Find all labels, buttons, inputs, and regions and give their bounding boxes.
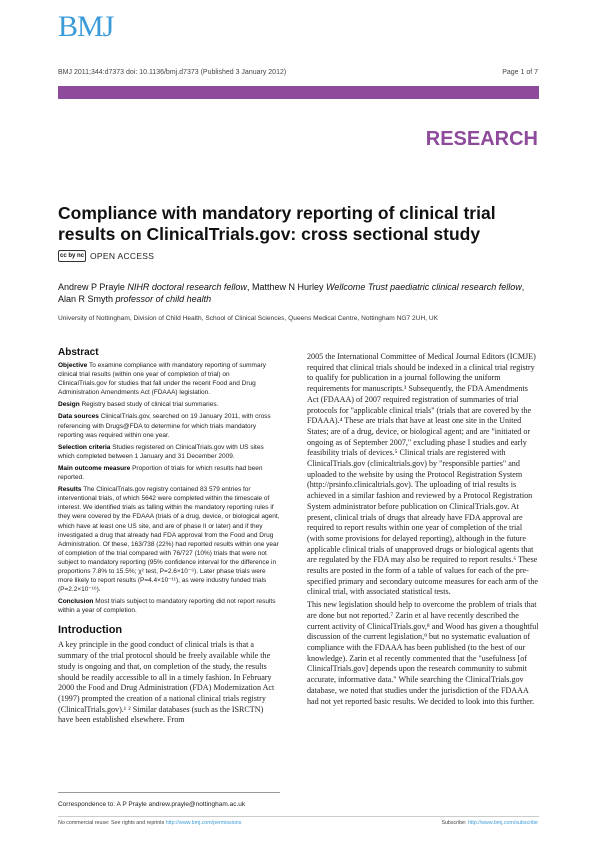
abstract-selection: Selection criteria Studies registered on ClinicalTrials.gov with US sites which completed between 1 January and 31 December 2009. xyxy=(58,443,264,460)
permissions-link[interactable]: http://www.bmj.com/permissions xyxy=(165,820,242,826)
abstract-outcome: Main outcome measure Proportion of trials for which results had been reported. xyxy=(58,464,263,482)
page-number: Page 1 of 7 xyxy=(502,69,538,76)
right-column xyxy=(307,352,539,709)
footer-subscribe: Subscribe: http://www.bmj.com/subscribe xyxy=(441,820,538,826)
author-role: professor of child health xyxy=(115,294,212,304)
citation: BMJ 2011;344:d7373 doi: 10.1136/bmj.d7373 (Published 3 January 2012) xyxy=(58,69,287,76)
abstract-results: Results The ClinicalTrials.gov registry contained 83 579 entries for interventional trials, of which 5642 were completed within the timescale of interest. We identified trials as falling within the mandatory reporting rules if they were covered by the FDAAA (trials of a drug, device, or biological agent, which have at least one US site, and are of phase II or later) and if they investigated a drug that already had FDA approval from the Food and Drug Administration. Of these, 163/738 (22%) had reported results within one year of completion of the trial compared with 76/727 (10%) trials that were not subject to mandatory reporting (95% confidence interval for the difference in proportions 7.8% to 15.5%; χ² test, P=2.6×10⁻⁹). Later phase trials were more likely to report results (P=4.4×10⁻¹¹), as were industry funded trials (P=2.2×10⁻¹⁶). xyxy=(58,486,280,594)
footer-divider xyxy=(58,816,539,817)
affiliation: University of Nottingham, Division of Child Health, School of Clinical Sciences, Queens Medical Centre, Nottingham NG7 2UH, UK xyxy=(58,315,439,322)
author-name: Alan R Smyth xyxy=(58,294,114,304)
intro-paragraph: 2005 the International Committee of Medical Journal Editors (ICMJE) required that clinical trials should be indexed in a clinical trial registry to qualify for publication in a journal following the uniform requirements for manuscripts.³ Subsequently, the FDA Amendments Act (FDAAA) of 2007 required registration of summaries of trial protocols for "applicable clinical trials" (trials that are covered by the FDAAA).⁴ These are trials that have at least one site in the United States; are of a drug, device, or biological agent; and are "initiated or ongoing as of September 2007," excluding phase I studies and early feasibility trials of devices.⁵ Clinical trials are registered with ClinicalTrials.gov (clinicaltrials.gov) by "responsible parties" and uploaded to the website by using the Protocol Registration System (http://prsinfo.clinicaltrials.gov). The uploading of trial results is achieved in a similar fashion and reviewed by a Protocol Registration System administrator before publication on ClinicalTrials.gov. At present, clinical trials of drugs that already have FDA approval are required to report results within one year of completion of the trial (with some provisions for delayed reporting), although in the future applicable clinical trials of unapproved drugs or biological agents that are regulated by the FDA may also be required to report results.⁶ These results are posted in the form of a table of values for each of the pre-specified primary and secondary outcome measures for each arm of the clinical trial, with associated statistical tests. xyxy=(307,352,539,597)
left-column xyxy=(58,347,280,726)
abstract-data-sources: Data sources ClinicalTrials.gov, searched on 19 January 2011, with cross referencing with Drugs@FDA to determine for which trials mandatory reporting was required within one year. xyxy=(58,413,271,439)
abstract-heading: Abstract xyxy=(58,347,99,358)
section-label: RESEARCH xyxy=(425,128,538,150)
abstract-design: Design Registry based study of clinical trial summaries. xyxy=(58,401,219,409)
intro-paragraph: A key principle in the good conduct of clinical trials is that a summary of the trial protocol should be freely available while the study is ongoing and that, on completion of the study, the results should be readily accessible to all in a timely fashion. In February 2000 the Food and Drug Administration (FDA) Modernization Act (1997) prompted the creation of a national clinical trials registry (ClinicalTrials.gov).¹ ² Similar databases (such as the ISRCTN) have been established elsewhere. From xyxy=(58,640,275,725)
header-bar xyxy=(58,86,539,99)
author-name: Matthew N Hurley xyxy=(251,282,324,292)
abstract-objective: Objective To examine compliance with mandatory reporting of summary clinical trial results (within one year of completion of trial) on ClinicalTrials.gov for studies that fall under the recent Food and Drug Administration Amendments Act (FDAAA) legislation. xyxy=(58,362,266,397)
author-role: NIHR doctoral research fellow xyxy=(127,282,247,292)
bmj-logo[interactable]: BMJ xyxy=(58,10,114,43)
footer-reuse: No commercial reuse: See rights and reprints http://www.bmj.com/permissions xyxy=(58,820,242,826)
author-list: Andrew P Prayle NIHR doctoral research fellow, Matthew N Hurley Wellcome Trust paediatric clinical research fellow, Alan R Smyth professor of child health xyxy=(58,282,525,304)
introduction-heading: Introduction xyxy=(58,624,123,637)
cc-license-icon[interactable]: cc by nc xyxy=(58,250,86,262)
subscribe-link[interactable]: http://www.bmj.com/subscribe xyxy=(467,820,538,826)
intro-paragraph: This new legislation should help to overcome the problem of trials that are done but not reported.⁷ Zarin et al have recently described the current activity of ClinicalTrials.gov,⁸ and Wood has given a thoughtful discussion of the current legislation,⁹ but no systematic evaluation of compliance with the FDAAA has been published (to the best of our knowledge). Zarin et al recently commented that the "usefulness [of ClinicalTrials.gov] depends upon the research community to submit accurate, informative data." While searching the ClinicalTrials.gov database, we noted that studies under the jurisdiction of the FDAAA had not yet reported basic results. We decided to look into this further. xyxy=(307,600,539,706)
open-access-label: OPEN ACCESS xyxy=(90,251,155,261)
abstract-conclusion: Conclusion Most trials subject to mandatory reporting did not report results within a year of completion. xyxy=(58,598,276,615)
author-role: Wellcome Trust paediatric clinical research fellow xyxy=(326,282,522,292)
author-name: Andrew P Prayle xyxy=(58,282,125,292)
correspondence: Correspondence to: A P Prayle andrew.prayle@nottingham.ac.uk xyxy=(58,801,246,808)
footnote-divider xyxy=(58,792,280,793)
article-title: Compliance with mandatory reporting of clinical trial results on ClinicalTrials.gov: cross sectional study xyxy=(58,203,496,244)
